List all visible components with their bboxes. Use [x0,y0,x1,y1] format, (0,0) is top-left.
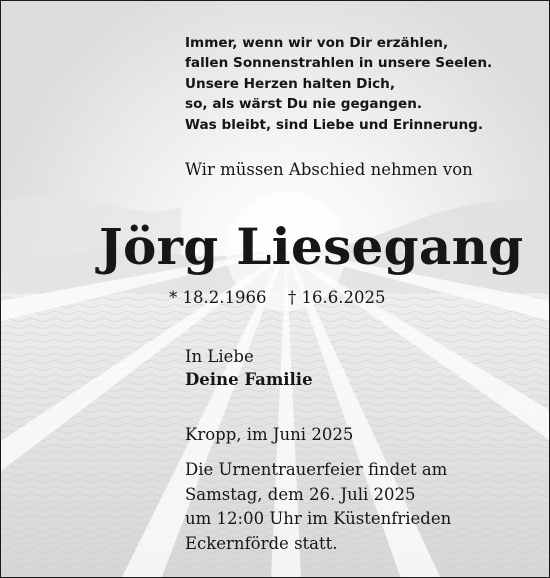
birth-date: * 18.2.1966 [169,288,267,307]
funeral-line: Die Urnentrauerfeier findet am [185,460,448,479]
intro-text: Wir müssen Abschied nehmen von [185,160,473,179]
funeral-line: Samstag, dem 26. Juli 2025 [185,484,416,504]
poem-line: fallen Sonnenstrahlen in unsere Seelen. [185,55,493,72]
signature-line: In Liebe [185,347,254,366]
funeral-line: Eckernförde statt. [185,533,338,553]
obituary-content [1,1,550,578]
place-date: Kropp, im Juni 2025 [185,425,354,444]
death-date: † 16.6.2025 [288,288,386,307]
deceased-name: Jörg Liesegang [99,217,524,276]
signature [185,345,313,391]
poem-line: Immer, wenn wir von Dir erzählen, [185,35,449,51]
signature-family: Deine Familie [185,370,313,389]
funeral-info [185,458,451,556]
poem-line: so, als wärst Du nie gegangen. [185,96,423,113]
poem [185,33,492,135]
poem-line: Was bleibt, sind Liebe und Erinnerung. [185,116,484,133]
funeral-line: um 12:00 Uhr im Küstenfrieden [185,509,452,528]
poem-line: Unsere Herzen halten Dich, [185,75,396,92]
